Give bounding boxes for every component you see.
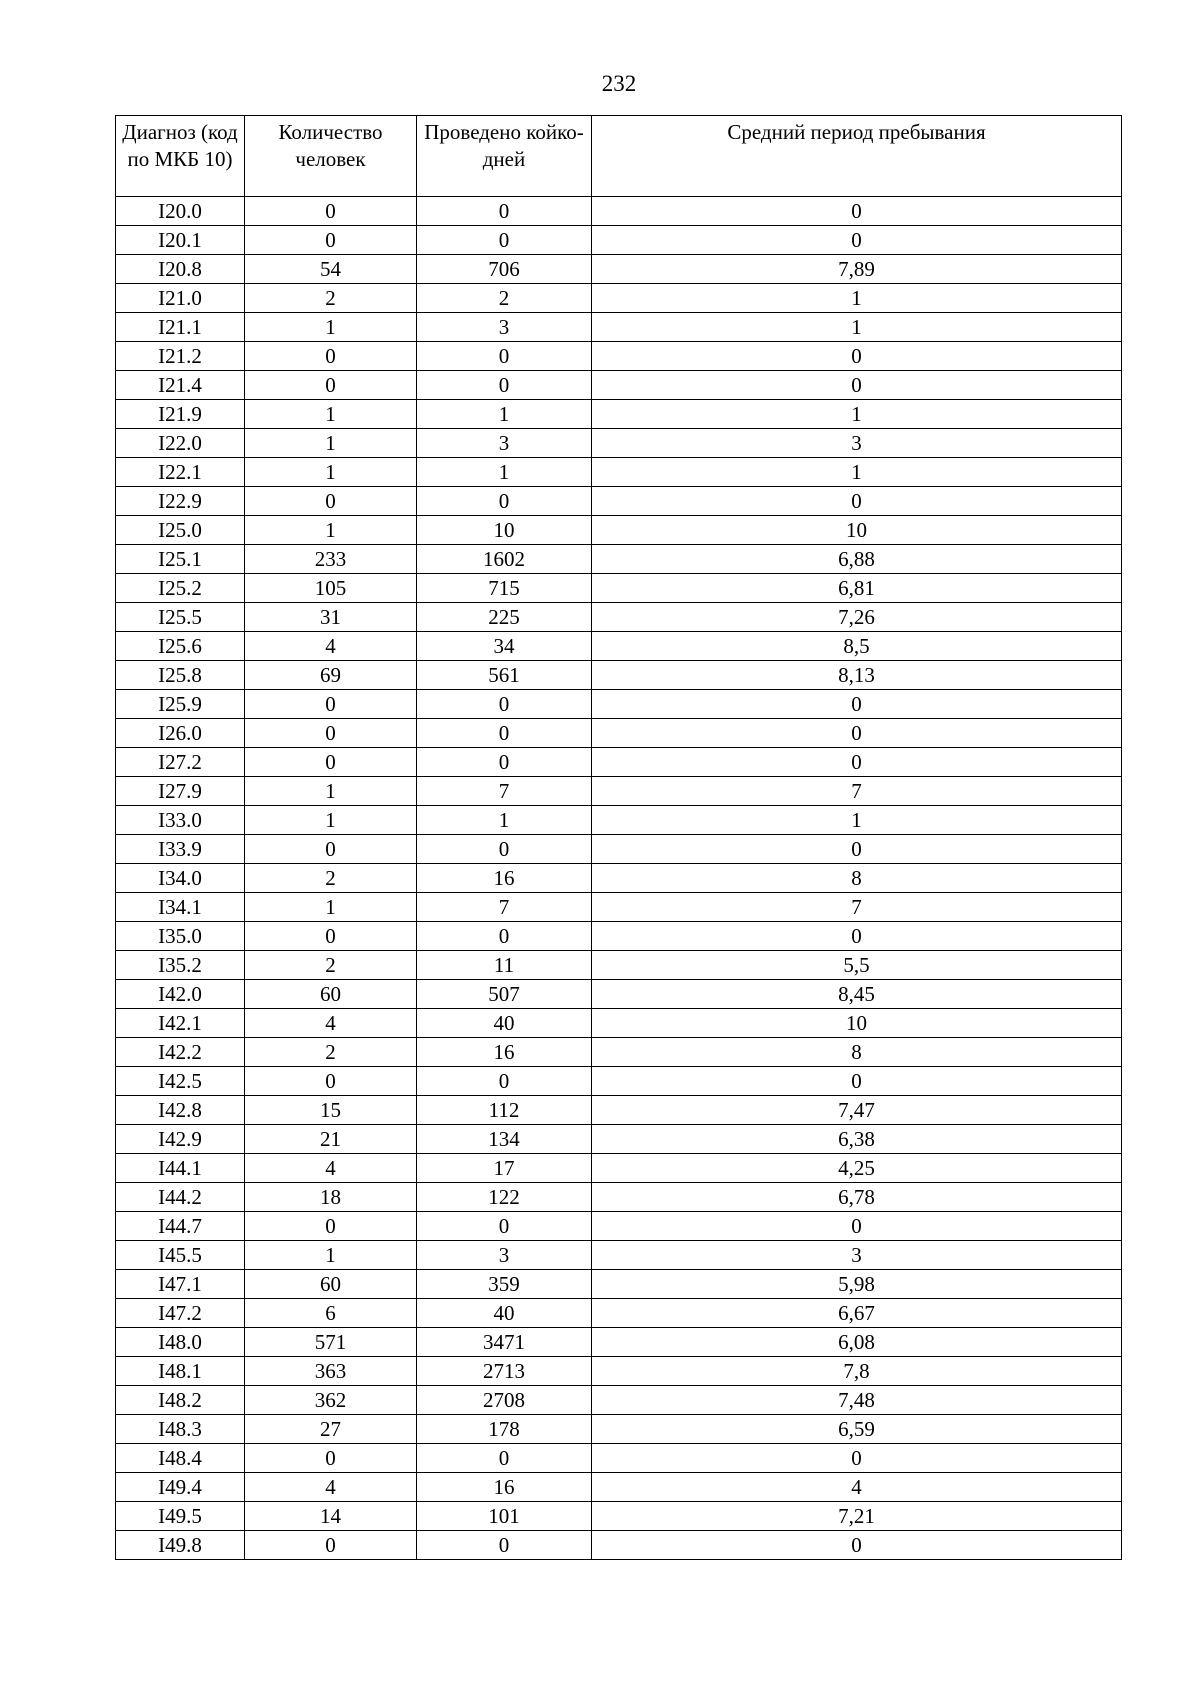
cell-average-stay: 6,88: [592, 545, 1122, 574]
table-row: [116, 1183, 1122, 1212]
diagnosis-table: [115, 115, 1122, 1560]
table-row: [116, 574, 1122, 603]
cell-bed-days: 1602: [417, 545, 592, 574]
cell-patient-count: 21: [245, 1125, 417, 1154]
cell-bed-days: 17: [417, 1154, 592, 1183]
table-row: [116, 1038, 1122, 1067]
cell-average-stay: 0: [592, 371, 1122, 400]
cell-bed-days: 101: [417, 1502, 592, 1531]
cell-patient-count: 0: [245, 371, 417, 400]
cell-bed-days: 0: [417, 1067, 592, 1096]
table-row: [116, 545, 1122, 574]
cell-diagnosis-code: I25.9: [116, 690, 245, 719]
cell-patient-count: 363: [245, 1357, 417, 1386]
cell-diagnosis-code: I47.2: [116, 1299, 245, 1328]
cell-diagnosis-code: I25.2: [116, 574, 245, 603]
cell-bed-days: 16: [417, 1473, 592, 1502]
cell-bed-days: 706: [417, 255, 592, 284]
table-row: [116, 1067, 1122, 1096]
cell-bed-days: 0: [417, 748, 592, 777]
cell-patient-count: 4: [245, 1154, 417, 1183]
cell-average-stay: 5,5: [592, 951, 1122, 980]
cell-diagnosis-code: I25.1: [116, 545, 245, 574]
cell-bed-days: 715: [417, 574, 592, 603]
cell-patient-count: 60: [245, 1270, 417, 1299]
cell-patient-count: 0: [245, 719, 417, 748]
cell-average-stay: 0: [592, 922, 1122, 951]
cell-diagnosis-code: I27.9: [116, 777, 245, 806]
cell-diagnosis-code: I42.0: [116, 980, 245, 1009]
cell-average-stay: 0: [592, 1067, 1122, 1096]
table-row: [116, 1009, 1122, 1038]
cell-average-stay: 6,81: [592, 574, 1122, 603]
cell-patient-count: 233: [245, 545, 417, 574]
cell-bed-days: 0: [417, 922, 592, 951]
table-row: [116, 1241, 1122, 1270]
cell-bed-days: 0: [417, 197, 592, 226]
cell-average-stay: 7,48: [592, 1386, 1122, 1415]
cell-average-stay: 6,38: [592, 1125, 1122, 1154]
cell-patient-count: 0: [245, 487, 417, 516]
cell-bed-days: 16: [417, 1038, 592, 1067]
cell-patient-count: 0: [245, 1444, 417, 1473]
cell-average-stay: 5,98: [592, 1270, 1122, 1299]
cell-diagnosis-code: I34.1: [116, 893, 245, 922]
cell-patient-count: 4: [245, 632, 417, 661]
cell-diagnosis-code: I42.8: [116, 1096, 245, 1125]
cell-patient-count: 2: [245, 284, 417, 313]
cell-average-stay: 0: [592, 1444, 1122, 1473]
cell-bed-days: 0: [417, 719, 592, 748]
cell-patient-count: 54: [245, 255, 417, 284]
table-row: [116, 197, 1122, 226]
cell-patient-count: 0: [245, 342, 417, 371]
cell-bed-days: 112: [417, 1096, 592, 1125]
table-row: [116, 690, 1122, 719]
table-row: [116, 487, 1122, 516]
table-row: [116, 632, 1122, 661]
cell-diagnosis-code: I48.1: [116, 1357, 245, 1386]
cell-patient-count: 31: [245, 603, 417, 632]
table-row: [116, 922, 1122, 951]
cell-average-stay: 7,8: [592, 1357, 1122, 1386]
cell-patient-count: 0: [245, 226, 417, 255]
cell-diagnosis-code: I25.5: [116, 603, 245, 632]
cell-patient-count: 0: [245, 1212, 417, 1241]
cell-average-stay: 10: [592, 1009, 1122, 1038]
cell-average-stay: 0: [592, 719, 1122, 748]
cell-diagnosis-code: I47.1: [116, 1270, 245, 1299]
cell-bed-days: 0: [417, 487, 592, 516]
table-row: [116, 1212, 1122, 1241]
cell-patient-count: 6: [245, 1299, 417, 1328]
table-row: [116, 1299, 1122, 1328]
cell-bed-days: 0: [417, 226, 592, 255]
cell-patient-count: 18: [245, 1183, 417, 1212]
cell-bed-days: 0: [417, 835, 592, 864]
cell-patient-count: 362: [245, 1386, 417, 1415]
cell-diagnosis-code: I35.0: [116, 922, 245, 951]
cell-diagnosis-code: I35.2: [116, 951, 245, 980]
table-row: [116, 661, 1122, 690]
table-row: [116, 458, 1122, 487]
table-row: [116, 1328, 1122, 1357]
cell-patient-count: 1: [245, 458, 417, 487]
cell-bed-days: 3: [417, 429, 592, 458]
cell-bed-days: 7: [417, 777, 592, 806]
cell-diagnosis-code: I42.5: [116, 1067, 245, 1096]
cell-average-stay: 8,45: [592, 980, 1122, 1009]
cell-average-stay: 0: [592, 226, 1122, 255]
cell-patient-count: 1: [245, 516, 417, 545]
cell-diagnosis-code: I48.3: [116, 1415, 245, 1444]
table-row: [116, 516, 1122, 545]
cell-average-stay: 0: [592, 1531, 1122, 1560]
cell-diagnosis-code: I22.0: [116, 429, 245, 458]
cell-bed-days: 178: [417, 1415, 592, 1444]
header-diagnosis: Диагноз (код по МКБ 10): [116, 116, 245, 197]
table-row: [116, 1357, 1122, 1386]
table-row: [116, 980, 1122, 1009]
table-row: [116, 719, 1122, 748]
cell-diagnosis-code: I49.5: [116, 1502, 245, 1531]
table-row: [116, 603, 1122, 632]
cell-bed-days: 3: [417, 313, 592, 342]
header-average-stay: Средний период пребывания: [592, 116, 1122, 197]
cell-bed-days: 2713: [417, 1357, 592, 1386]
cell-average-stay: 7,89: [592, 255, 1122, 284]
cell-average-stay: 3: [592, 1241, 1122, 1270]
table-row: [116, 429, 1122, 458]
table-row: [116, 777, 1122, 806]
cell-bed-days: 2: [417, 284, 592, 313]
cell-diagnosis-code: I21.1: [116, 313, 245, 342]
cell-diagnosis-code: I49.4: [116, 1473, 245, 1502]
cell-bed-days: 0: [417, 342, 592, 371]
cell-diagnosis-code: I20.1: [116, 226, 245, 255]
cell-diagnosis-code: I21.0: [116, 284, 245, 313]
cell-bed-days: 225: [417, 603, 592, 632]
table-row: [116, 284, 1122, 313]
table-row: [116, 342, 1122, 371]
cell-patient-count: 69: [245, 661, 417, 690]
cell-average-stay: 6,08: [592, 1328, 1122, 1357]
cell-bed-days: 561: [417, 661, 592, 690]
cell-diagnosis-code: I44.2: [116, 1183, 245, 1212]
table-row: [116, 313, 1122, 342]
cell-diagnosis-code: I25.8: [116, 661, 245, 690]
cell-diagnosis-code: I49.8: [116, 1531, 245, 1560]
cell-diagnosis-code: I42.1: [116, 1009, 245, 1038]
cell-bed-days: 134: [417, 1125, 592, 1154]
table-row: [116, 1386, 1122, 1415]
cell-average-stay: 7,47: [592, 1096, 1122, 1125]
cell-average-stay: 8,13: [592, 661, 1122, 690]
cell-average-stay: 4: [592, 1473, 1122, 1502]
cell-patient-count: 1: [245, 400, 417, 429]
cell-average-stay: 0: [592, 1212, 1122, 1241]
cell-average-stay: 8: [592, 864, 1122, 893]
cell-patient-count: 105: [245, 574, 417, 603]
cell-bed-days: 3471: [417, 1328, 592, 1357]
cell-diagnosis-code: I48.4: [116, 1444, 245, 1473]
table-header: [116, 116, 1122, 197]
cell-average-stay: 7,21: [592, 1502, 1122, 1531]
cell-patient-count: 2: [245, 1038, 417, 1067]
cell-bed-days: 1: [417, 806, 592, 835]
cell-diagnosis-code: I44.1: [116, 1154, 245, 1183]
table-header-row: [116, 116, 1122, 197]
table-row: [116, 864, 1122, 893]
cell-bed-days: 40: [417, 1009, 592, 1038]
cell-average-stay: 0: [592, 487, 1122, 516]
cell-average-stay: 6,67: [592, 1299, 1122, 1328]
cell-average-stay: 4,25: [592, 1154, 1122, 1183]
cell-patient-count: 0: [245, 1531, 417, 1560]
cell-bed-days: 0: [417, 1212, 592, 1241]
cell-bed-days: 0: [417, 1531, 592, 1560]
cell-diagnosis-code: I21.2: [116, 342, 245, 371]
table-row: [116, 1502, 1122, 1531]
cell-bed-days: 359: [417, 1270, 592, 1299]
cell-patient-count: 2: [245, 864, 417, 893]
cell-patient-count: 571: [245, 1328, 417, 1357]
cell-patient-count: 4: [245, 1473, 417, 1502]
cell-average-stay: 7: [592, 777, 1122, 806]
cell-diagnosis-code: I21.9: [116, 400, 245, 429]
cell-average-stay: 7: [592, 893, 1122, 922]
cell-average-stay: 6,78: [592, 1183, 1122, 1212]
cell-patient-count: 1: [245, 429, 417, 458]
cell-patient-count: 1: [245, 806, 417, 835]
cell-bed-days: 0: [417, 371, 592, 400]
table-row: [116, 371, 1122, 400]
cell-diagnosis-code: I33.0: [116, 806, 245, 835]
table-row: [116, 835, 1122, 864]
cell-diagnosis-code: I48.2: [116, 1386, 245, 1415]
cell-average-stay: 6,59: [592, 1415, 1122, 1444]
cell-average-stay: 8,5: [592, 632, 1122, 661]
cell-bed-days: 2708: [417, 1386, 592, 1415]
cell-patient-count: 2: [245, 951, 417, 980]
cell-diagnosis-code: I42.2: [116, 1038, 245, 1067]
cell-average-stay: 1: [592, 284, 1122, 313]
cell-bed-days: 16: [417, 864, 592, 893]
cell-diagnosis-code: I34.0: [116, 864, 245, 893]
cell-bed-days: 7: [417, 893, 592, 922]
cell-patient-count: 1: [245, 777, 417, 806]
cell-diagnosis-code: I33.9: [116, 835, 245, 864]
cell-average-stay: 8: [592, 1038, 1122, 1067]
cell-diagnosis-code: I20.8: [116, 255, 245, 284]
cell-patient-count: 0: [245, 690, 417, 719]
cell-patient-count: 15: [245, 1096, 417, 1125]
header-patient-count: Количество человек: [245, 116, 417, 197]
cell-average-stay: 7,26: [592, 603, 1122, 632]
table-row: [116, 1154, 1122, 1183]
cell-average-stay: 3: [592, 429, 1122, 458]
cell-bed-days: 11: [417, 951, 592, 980]
cell-patient-count: 14: [245, 1502, 417, 1531]
cell-diagnosis-code: I20.0: [116, 197, 245, 226]
table-row: [116, 893, 1122, 922]
cell-diagnosis-code: I44.7: [116, 1212, 245, 1241]
cell-bed-days: 1: [417, 458, 592, 487]
table-row: [116, 1096, 1122, 1125]
cell-bed-days: 1: [417, 400, 592, 429]
cell-average-stay: 0: [592, 197, 1122, 226]
table-row: [116, 400, 1122, 429]
cell-average-stay: 0: [592, 690, 1122, 719]
cell-average-stay: 0: [592, 835, 1122, 864]
table-row: [116, 226, 1122, 255]
cell-bed-days: 40: [417, 1299, 592, 1328]
cell-average-stay: 0: [592, 748, 1122, 777]
cell-patient-count: 0: [245, 197, 417, 226]
table-row: [116, 748, 1122, 777]
table-body: [116, 197, 1122, 1560]
cell-bed-days: 0: [417, 1444, 592, 1473]
cell-patient-count: 60: [245, 980, 417, 1009]
cell-diagnosis-code: I25.6: [116, 632, 245, 661]
cell-diagnosis-code: I27.2: [116, 748, 245, 777]
cell-patient-count: 0: [245, 748, 417, 777]
table-row: [116, 951, 1122, 980]
cell-diagnosis-code: I45.5: [116, 1241, 245, 1270]
cell-patient-count: 0: [245, 922, 417, 951]
cell-bed-days: 0: [417, 690, 592, 719]
cell-patient-count: 1: [245, 313, 417, 342]
cell-patient-count: 1: [245, 893, 417, 922]
cell-diagnosis-code: I25.0: [116, 516, 245, 545]
cell-diagnosis-code: I22.1: [116, 458, 245, 487]
cell-diagnosis-code: I42.9: [116, 1125, 245, 1154]
table-row: [116, 1270, 1122, 1299]
cell-average-stay: 1: [592, 313, 1122, 342]
cell-bed-days: 507: [417, 980, 592, 1009]
cell-patient-count: 27: [245, 1415, 417, 1444]
cell-average-stay: 10: [592, 516, 1122, 545]
cell-patient-count: 4: [245, 1009, 417, 1038]
cell-patient-count: 0: [245, 1067, 417, 1096]
header-bed-days: Проведено койко-дней: [417, 116, 592, 197]
table-row: [116, 806, 1122, 835]
cell-patient-count: 1: [245, 1241, 417, 1270]
cell-average-stay: 1: [592, 400, 1122, 429]
cell-bed-days: 122: [417, 1183, 592, 1212]
cell-bed-days: 3: [417, 1241, 592, 1270]
cell-diagnosis-code: I26.0: [116, 719, 245, 748]
table-row: [116, 1473, 1122, 1502]
table-row: [116, 1444, 1122, 1473]
cell-average-stay: 1: [592, 458, 1122, 487]
cell-diagnosis-code: I48.0: [116, 1328, 245, 1357]
cell-diagnosis-code: I21.4: [116, 371, 245, 400]
table-row: [116, 1125, 1122, 1154]
page-number: 232: [601, 71, 637, 96]
cell-average-stay: 0: [592, 342, 1122, 371]
cell-average-stay: 1: [592, 806, 1122, 835]
cell-patient-count: 0: [245, 835, 417, 864]
table-row: [116, 255, 1122, 284]
table-row: [116, 1415, 1122, 1444]
table-row: [116, 1531, 1122, 1560]
cell-bed-days: 34: [417, 632, 592, 661]
cell-diagnosis-code: I22.9: [116, 487, 245, 516]
cell-bed-days: 10: [417, 516, 592, 545]
